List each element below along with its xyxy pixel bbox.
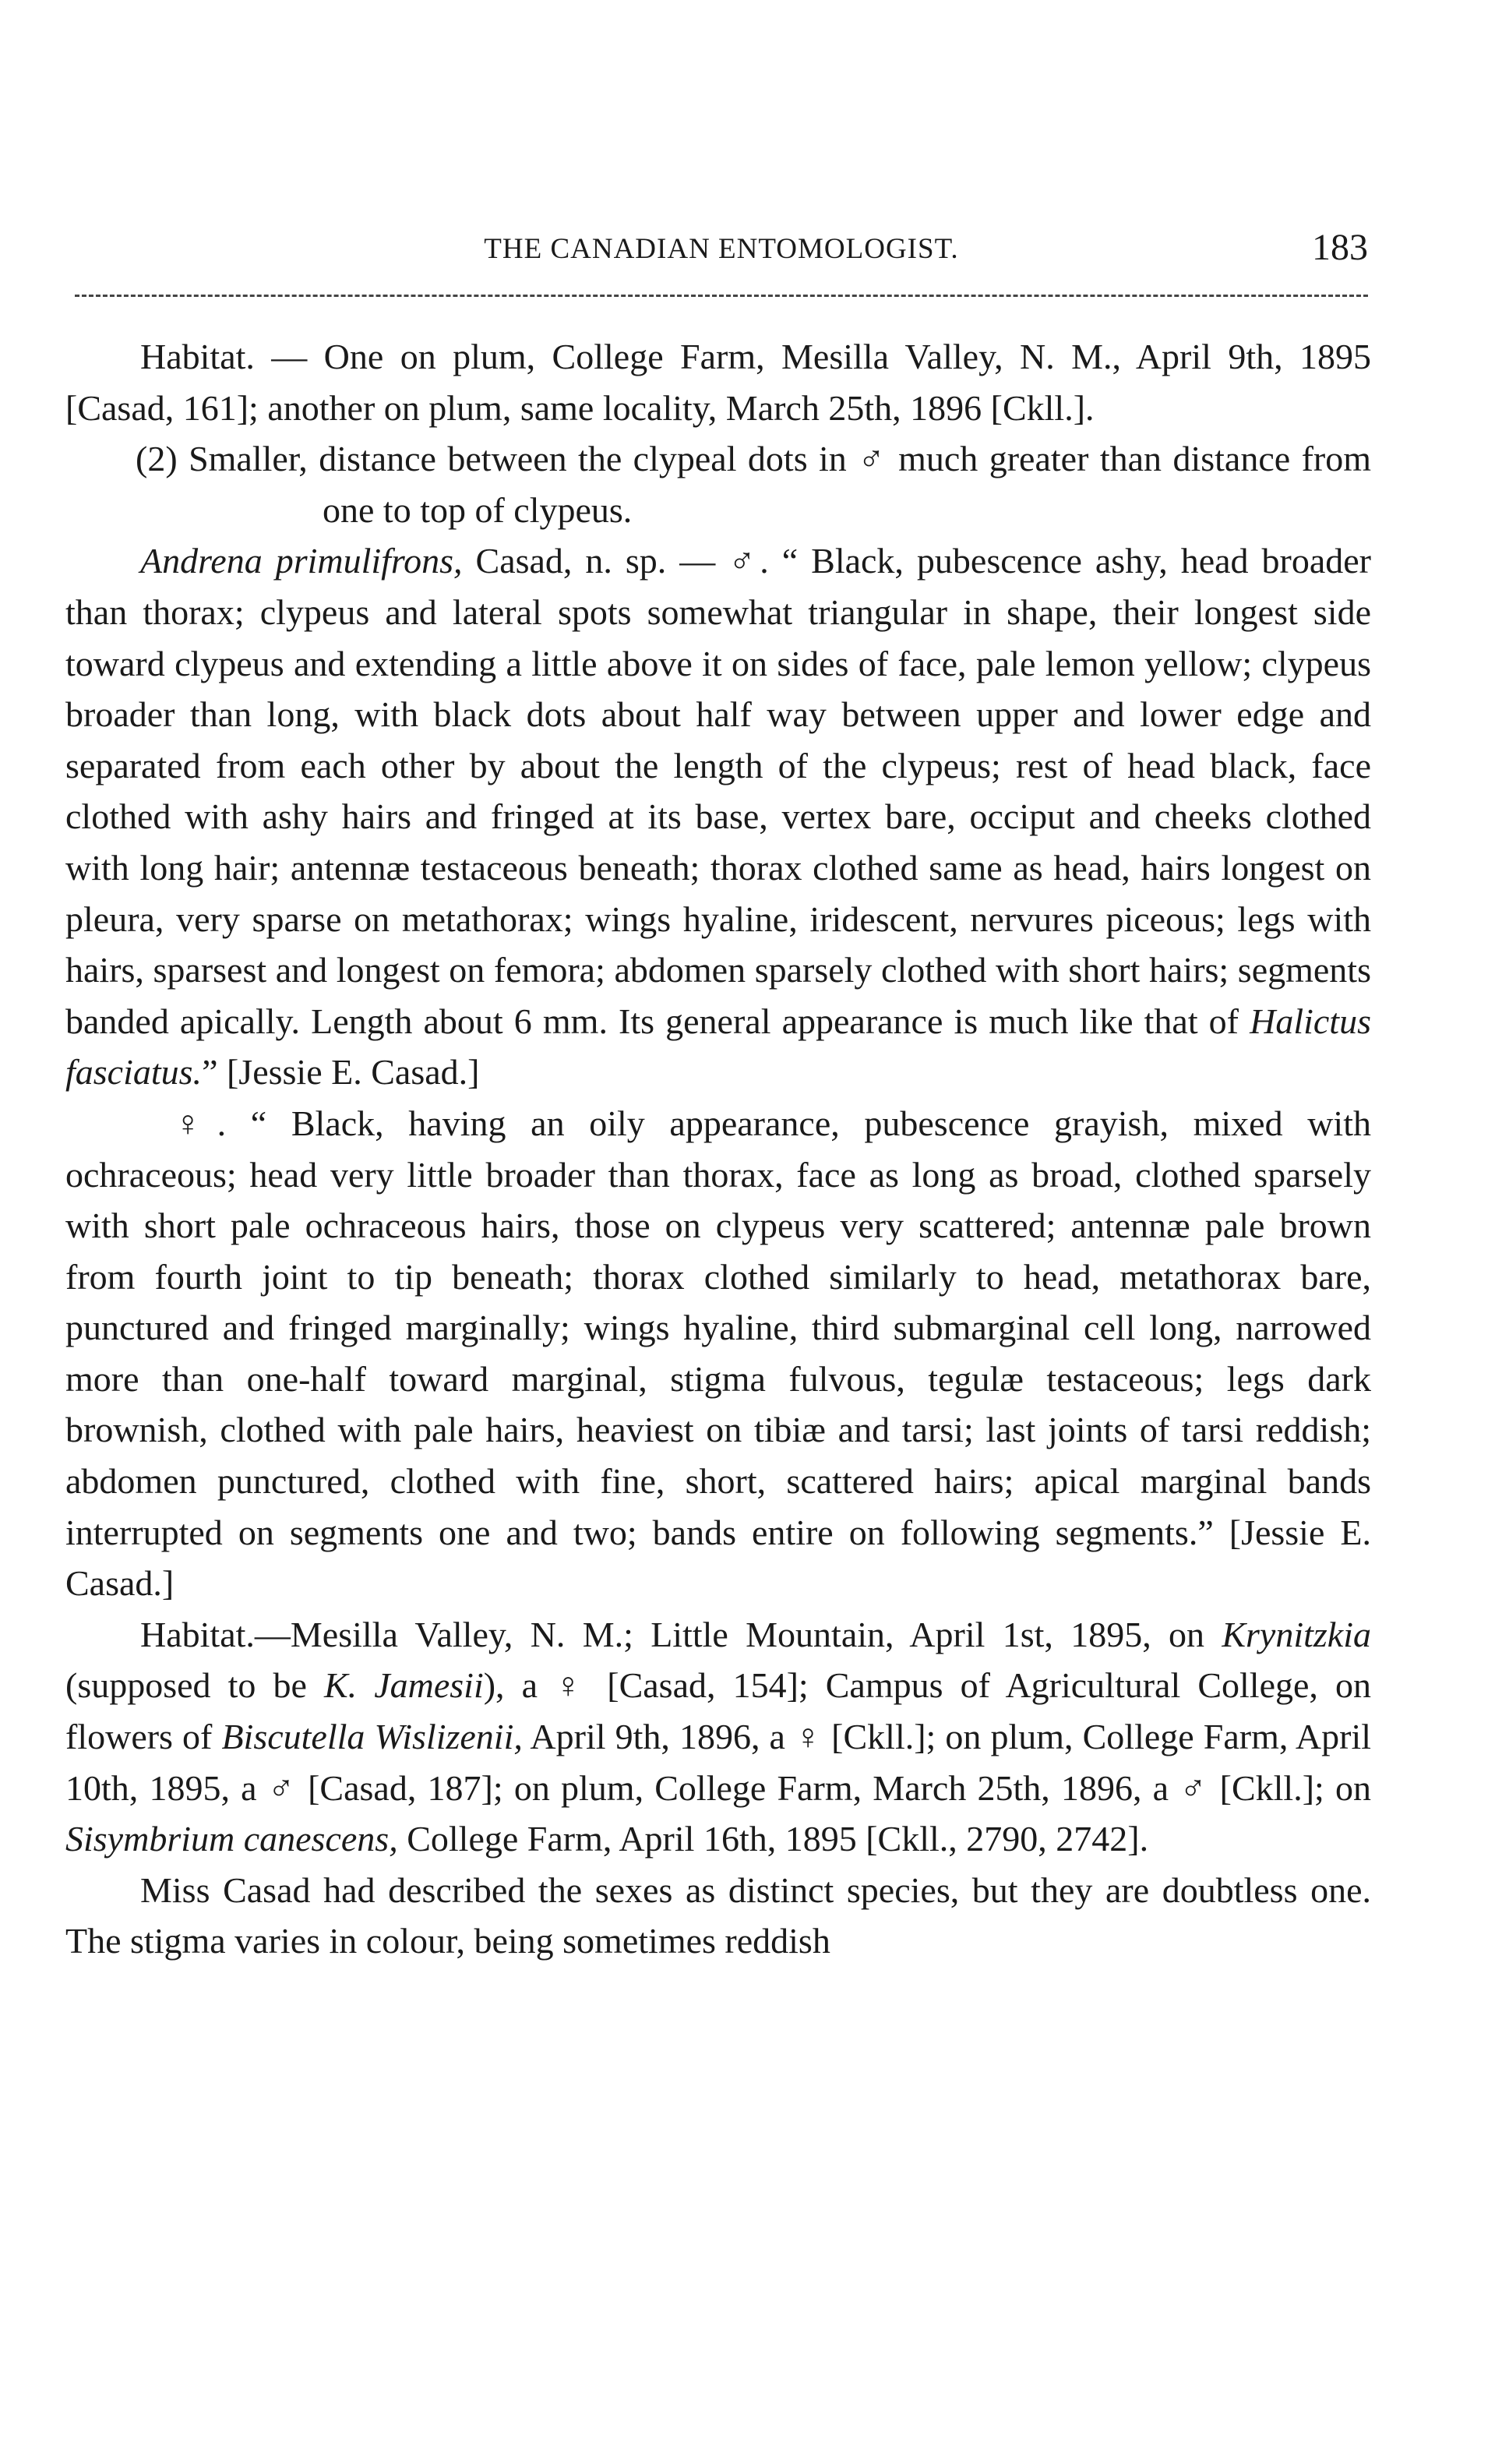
plant-name-krynitzkia: Krynitzkia <box>1222 1614 1371 1654</box>
habitat-text-2: (supposed to be <box>65 1665 324 1706</box>
plant-name-biscutella: Biscutella Wislizenii, <box>221 1717 523 1757</box>
paragraph-key-2: (2) Smaller, distance between the clypeal dots in ♂ much greater than distance from one to top of clypeus. <box>136 439 1371 530</box>
plant-name-sisymbrium: Sisymbrium canescens, <box>65 1819 398 1859</box>
paragraph-habitat-1: Habitat. — One on plum, College Farm, Mesilla Valley, N. M., April 9th, 1895 [Casad, 161]; another on plum, same locality, March 25th, 1896 [Ckll.]. <box>65 337 1371 428</box>
running-title: THE CANADIAN ENTOMOLOGIST. <box>484 233 959 265</box>
page-number: 183 <box>1312 227 1368 268</box>
description-attribution: ” [Jessie E. Casad.] <box>202 1052 480 1093</box>
paragraph-habitat-2 <box>65 1609 1371 1865</box>
habitat-text-4: April 9th, 1896, a ♀ [Ckll.]; on plum, College Farm, April 10th, 1895, a ♂ [Casad, 187]; on plum, College Farm, March 25th, 1896, a ♂ [Ckll.]; on <box>65 1717 1372 1808</box>
paragraph-description-female: ♀. “ Black, having an oily appearance, pubescence grayish, mixed with ochraceous; head very little broader than thorax, face as long as broad, clothed sparsely with short pale ochraceous hairs, those on clypeus very scattered; antennæ pale brown from fourth joint to tip beneath; thorax clothed similarly to head, metathorax bare, punctured and fringed marginally; wings hyaline, third submarginal cell long, narrowed more than one-half toward marginal, stigma fulvous, tegulæ testaceous; legs dark brownish, clothed with pale hairs, heaviest on tibiæ and tarsi; last joints of tarsi reddish; abdomen punctured, clothed with fine, short, scattered hairs; apical marginal bands interrupted on segments one and two; bands entire on following segments.” [Jessie E. Casad.] <box>65 1103 1371 1604</box>
description-text: Casad, n. sp. — ♂. “ Black, pubescence ashy, head broader than thorax; clypeus and lateral spots somewhat triangular in shape, their longest side toward clypeus and extending a little above it on sides of face, pale lemon yellow; clypeus broader than long, with black dots about half way between upper and lower edge and separated from each other by about the length of the clypeus; rest of head black, face clothed with ashy hairs and fringed at its base, vertex bare, occiput and cheeks clothed with long hair; antennæ testaceous beneath; thorax clothed same as head, hairs longest on pleura, very sparse on metathorax; wings hyaline, iridescent, nervures piceous; legs with hairs, sparsest and longest on femora; abdomen sparsely clothed with short hairs; segments banded apically. Length about 6 mm. Its general appearance is much like that of <box>65 541 1371 1041</box>
species-name: Andrena primulifrons, <box>140 541 463 581</box>
habitat-text-3: ), a ♀ [Casad, 154]; Campus of Agricultural College, on flowers of <box>65 1665 1371 1757</box>
page-header <box>75 227 1368 287</box>
plant-name-jamesii: K. Jamesii <box>323 1665 484 1706</box>
paragraph-description-male <box>65 535 1371 1098</box>
paragraph-remarks: Miss Casad had described the sexes as distinct species, but they are doubtless one. The stigma varies in colour, being sometimes reddish <box>65 1869 1371 1961</box>
body-text <box>65 331 1371 1967</box>
habitat-text-1: Habitat.—Mesilla Valley, N. M.; Little Mountain, April 1st, 1895, on <box>140 1614 1222 1654</box>
species-name-halictus: Halictus fasciatus. <box>65 1001 1371 1093</box>
habitat-text-5: College Farm, April 16th, 1895 [Ckll., 2790, 2742]. <box>397 1819 1149 1859</box>
header-rule <box>75 295 1368 297</box>
